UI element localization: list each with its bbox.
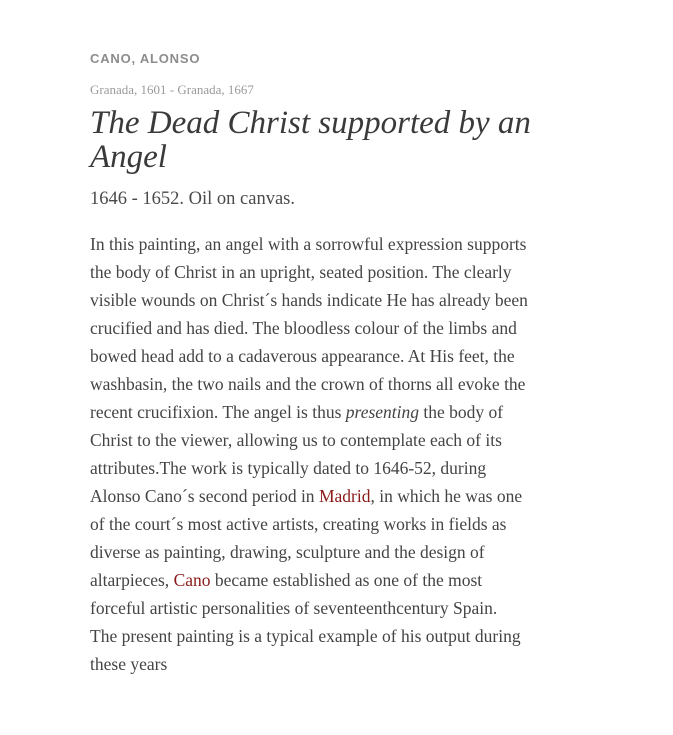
artwork-meta: 1646 - 1652. Oil on canvas. bbox=[90, 189, 296, 209]
description-text: the body of bbox=[419, 402, 504, 422]
description-line: visible wounds on Christ´s hands indicate He has already been bbox=[90, 290, 528, 310]
description-line: The present painting is a typical example of his output during bbox=[90, 626, 521, 646]
description-text: recent crucifixion. The angel is thus bbox=[90, 402, 346, 422]
description-text: became established as one of the most bbox=[210, 570, 483, 590]
description-line: the body of Christ in an upright, seated position. The clearly bbox=[90, 262, 512, 282]
description-line bbox=[90, 398, 590, 426]
author-dates: Granada, 1601 - Granada, 1667 bbox=[90, 82, 254, 97]
description-line: washbasin, the two nails and the crown of thorns all evoke the bbox=[90, 374, 526, 394]
cano-link[interactable]: Cano bbox=[173, 570, 211, 590]
description-line: bowed head add to a cadaverous appearance. At His feet, the bbox=[90, 346, 515, 366]
description-text: Alonso Cano´s second period in bbox=[90, 486, 319, 506]
description-text: , in which he was one bbox=[370, 486, 523, 506]
artwork-title: The Dead Christ supported by an Angel bbox=[90, 105, 531, 175]
description-text: altarpieces, bbox=[90, 570, 174, 590]
author-name: CANO, ALONSO bbox=[90, 51, 201, 66]
description-line: these years bbox=[90, 654, 168, 674]
artwork-description bbox=[90, 230, 590, 678]
description-line: diverse as painting, drawing, sculpture and the design of bbox=[90, 542, 485, 562]
description-line: attributes.The work is typically dated to 1646-52, during bbox=[90, 458, 487, 478]
description-line bbox=[90, 482, 590, 510]
description-line: of the court´s most active artists, creating works in fields as bbox=[90, 514, 507, 534]
description-line bbox=[90, 566, 590, 594]
emphasis-presenting: presenting bbox=[345, 402, 420, 422]
description-line: crucified and has died. The bloodless colour of the limbs and bbox=[90, 318, 517, 338]
madrid-link[interactable]: Madrid bbox=[318, 486, 371, 506]
description-line: In this painting, an angel with a sorrowful expression supports bbox=[90, 234, 527, 254]
description-line: forceful artistic personalities of seventeenthcentury Spain. bbox=[90, 598, 498, 618]
description-line: Christ to the viewer, allowing us to contemplate each of its bbox=[90, 430, 502, 450]
